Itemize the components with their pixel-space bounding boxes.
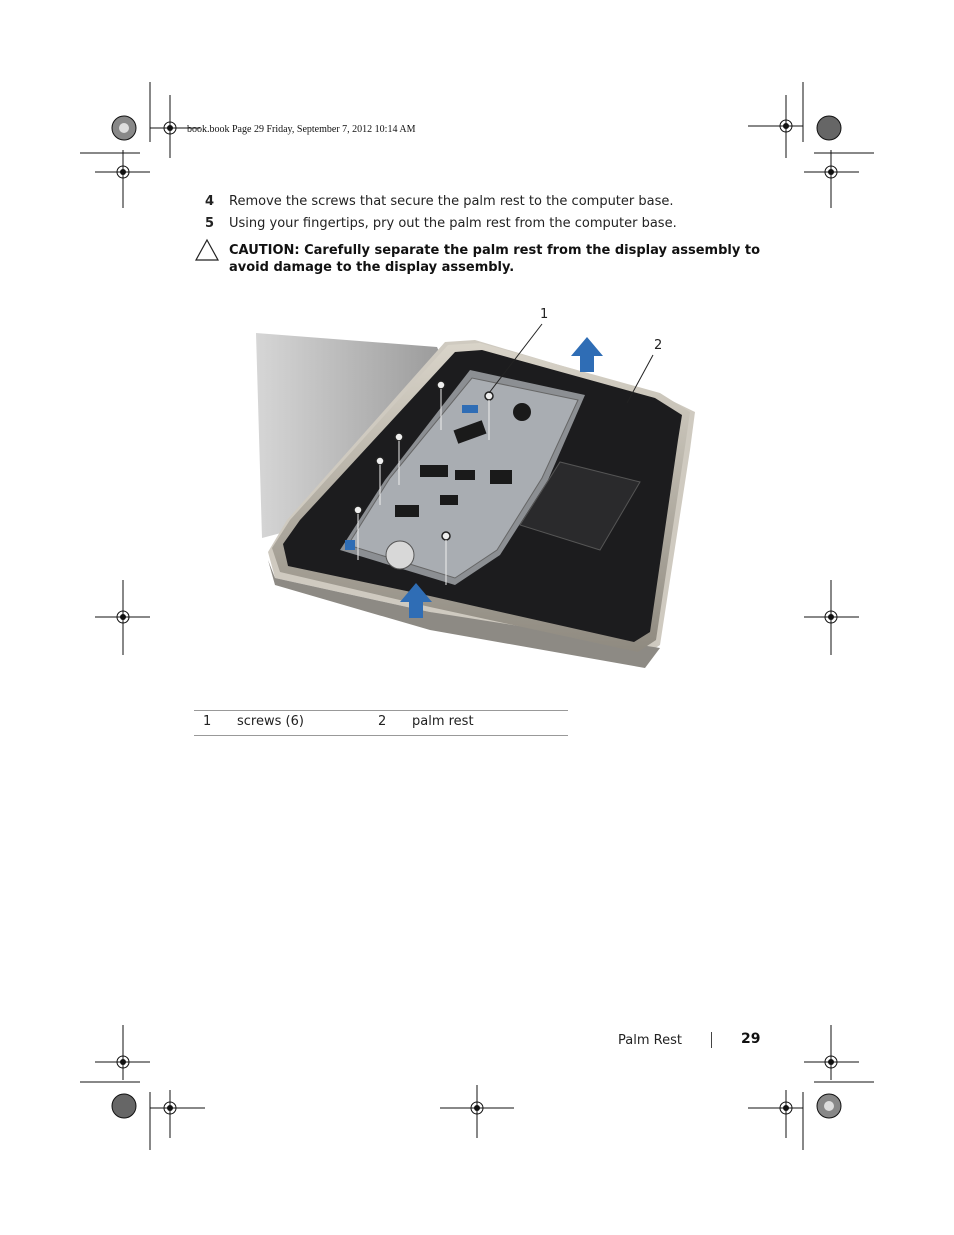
footer-separator <box>711 1032 712 1048</box>
step-text: Using your fingertips, pry out the palm rest from the computer base. <box>229 216 677 231</box>
step-text: Remove the screws that secure the palm rest to the computer base. <box>229 194 674 209</box>
legend-number: 1 <box>203 714 212 729</box>
legend-label: screws (6) <box>237 714 304 729</box>
footer-section-title: Palm Rest <box>618 1033 682 1048</box>
callout-1: 1 <box>540 307 549 322</box>
legend-label: palm rest <box>412 714 474 729</box>
legend-number: 2 <box>378 714 387 729</box>
step-number: 5 <box>205 216 215 231</box>
callout-2: 2 <box>654 338 663 353</box>
print-header: book.book Page 29 Friday, September 7, 2012 10:14 AM <box>187 124 416 135</box>
step-number: 4 <box>205 194 215 209</box>
figure-legend <box>194 710 568 736</box>
page-number: 29 <box>741 1031 761 1047</box>
caution-text: CAUTION: Carefully separate the palm rest from the display assembly to avoid damage to the display assembly. <box>229 243 761 275</box>
lift-arrow-icon <box>571 337 603 372</box>
